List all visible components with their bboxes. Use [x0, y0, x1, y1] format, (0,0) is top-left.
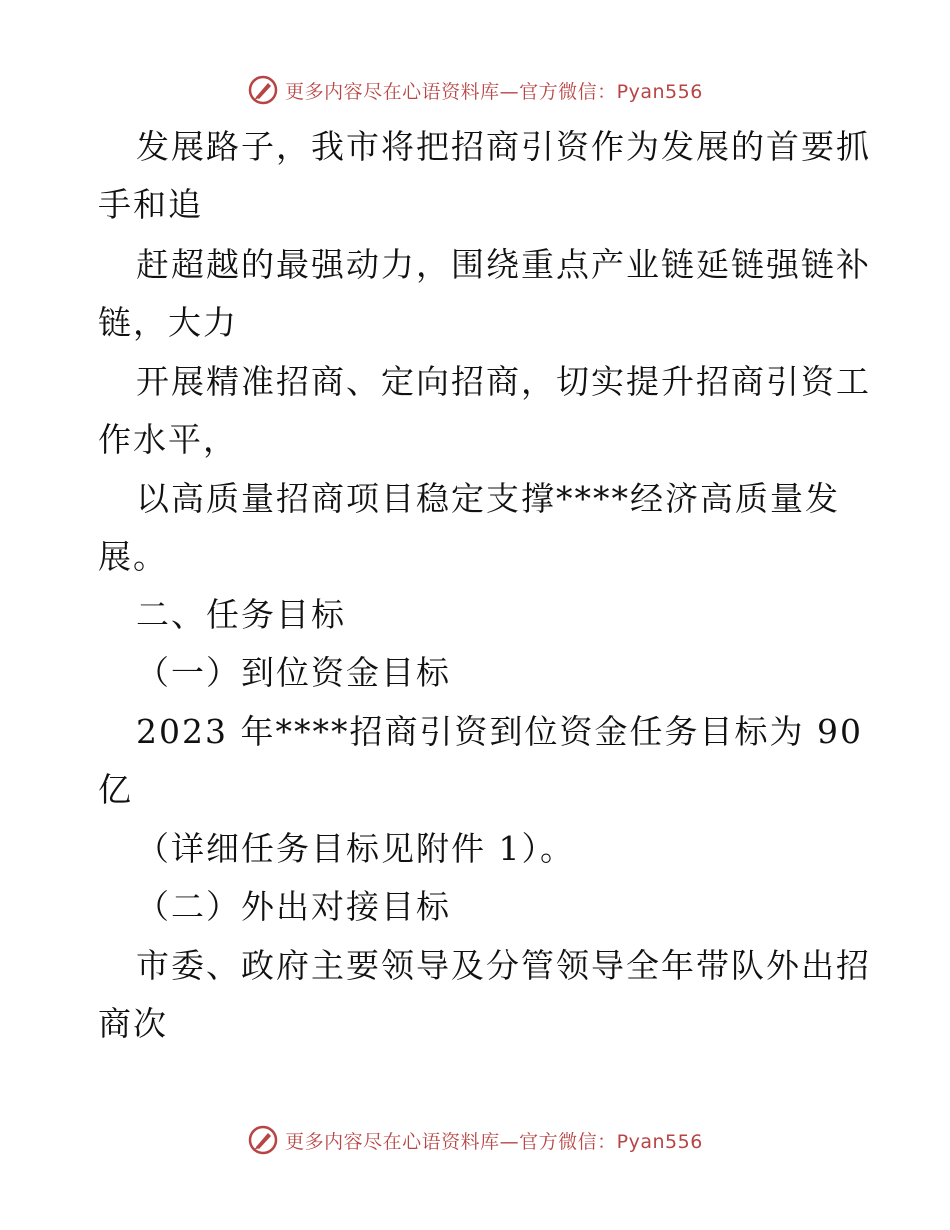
subsection-heading: （二）外出对接目标 [136, 887, 451, 926]
quill-pen-icon [247, 74, 279, 106]
paragraph-line: 发展路子，我市将把招商引资作为发展的首要抓 [136, 127, 871, 166]
section-heading: 二、任务目标 [136, 595, 346, 634]
paragraph-line: 链，大力 [98, 303, 238, 342]
banner-text: 更多内容尽在心语资料库—官方微信：Pyan556 [285, 80, 703, 103]
paragraph-line: 作水平， [98, 420, 238, 459]
footer-banner [0, 1120, 950, 1160]
paragraph-line: 展。 [98, 537, 168, 576]
subsection-heading: （一）到位资金目标 [136, 653, 451, 692]
paragraph-line: （详细任务目标见附件 1）。 [136, 829, 575, 868]
banner-text: 更多内容尽在心语资料库—官方微信：Pyan556 [285, 1130, 703, 1153]
paragraph-line: 手和追 [98, 185, 203, 224]
paragraph-line: 开展精准招商、定向招商，切实提升招商引资工 [136, 362, 871, 401]
paragraph-line: 赶超越的最强动力，围绕重点产业链延链强链补 [136, 245, 871, 284]
header-banner [0, 70, 950, 110]
paragraph-line: 亿 [98, 770, 133, 809]
paragraph-line: 以高质量招商项目稳定支撑****经济高质量发 [136, 479, 840, 518]
quill-pen-icon [247, 1124, 279, 1156]
paragraph-line: 商次 [98, 1004, 168, 1043]
paragraph-line: 市委、政府主要领导及分管领导全年带队外出招 [136, 946, 871, 985]
paragraph-line: 2023 年****招商引资到位资金任务目标为 90 [136, 712, 863, 751]
